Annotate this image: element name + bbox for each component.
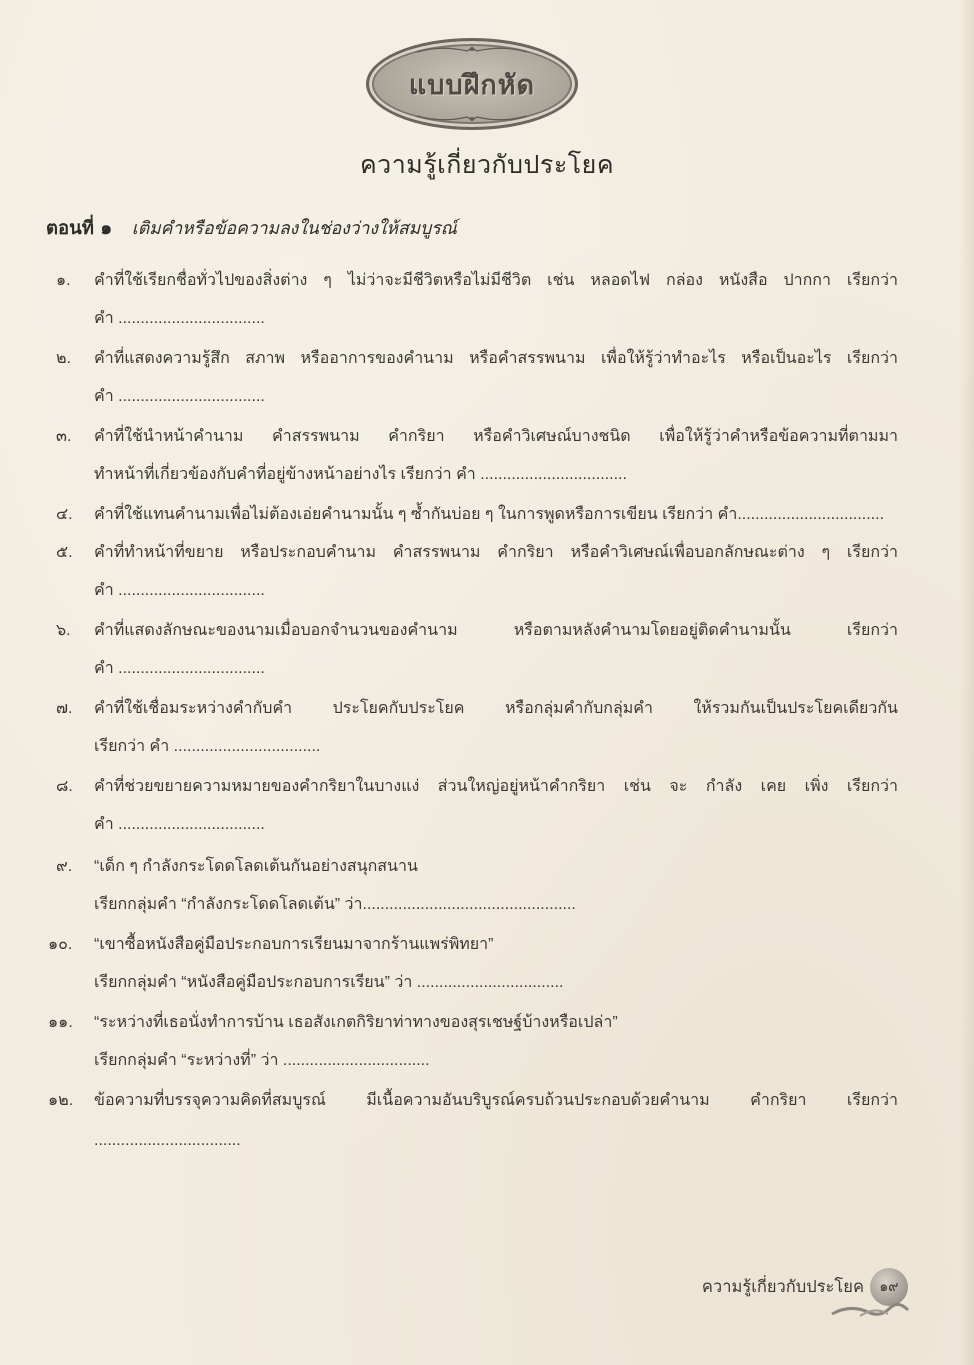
answer-blank[interactable]: คำ ................................. (94, 660, 265, 677)
question-number: ๕. (56, 544, 73, 561)
question-number: ๑. (56, 272, 71, 289)
section-heading (46, 214, 457, 243)
section-instruction: เติมคำหรือข้อความลงในช่องว่างให้สมบูรณ์ (131, 219, 457, 239)
question-quote: “เขาซื้อหนังสือคู่มือประกอบการเรียนมาจากร้านแพร่พิทยา” (94, 936, 494, 953)
answer-blank[interactable]: คำ ................................. (94, 816, 265, 833)
question-text: คำที่ใช้เรียกชื่อทั่วไปของสิ่งต่าง ๆ ไม่ว่าจะมีชีวิตหรือไม่มีชีวิต เช่น หลอดไฟ กล่อง หนังสือ ปากกา เรียกว่า (94, 272, 898, 289)
badge-label: แบบฝึกหัด (408, 69, 536, 101)
ornament-bottom-icon (412, 113, 532, 123)
question-text: ข้อความที่บรรจุความคิดที่สมบูรณ์ มีเนื้อความอันบริบูรณ์ครบถ้วนประกอบด้วยคำนาม คำกริยา เรียกว่า (94, 1092, 898, 1109)
question-number: ๓. (56, 428, 72, 445)
question-number: ๘. (56, 778, 73, 795)
answer-blank[interactable]: เรียกว่า คำ ................................. (94, 738, 321, 755)
page-number: ๑๙ (879, 1279, 899, 1295)
page-title: ความรู้เกี่ยวกับประโยค (359, 150, 615, 179)
ornament-top-icon (412, 45, 532, 55)
section-label: ตอนที่ ๑ (46, 218, 113, 239)
answer-blank[interactable]: คำ ................................. (94, 388, 265, 405)
question-number: ๑๑. (48, 1014, 73, 1031)
question-text: คำที่ช่วยขยายความหมายของคำกริยาในบางแง่ ส่วนใหญ่อยู่หน้าคำกริยา เช่น จะ กำลัง เคย เพิ่ง เรียกว่า (94, 778, 898, 795)
answer-blank[interactable]: คำ ................................. (94, 310, 265, 327)
answer-blank[interactable]: เรียกกลุ่มคำ “ระหว่างที่” ว่า ................................. (94, 1052, 430, 1069)
question-quote: “เด็ก ๆ กำลังกระโดดโลดเต้นกันอย่างสนุกสนาน (94, 858, 418, 875)
answer-blank[interactable]: ทำหน้าที่เกี่ยวข้องกับคำที่อยู่ข้างหน้าอย่างไร เรียกว่า คำ ................................. (94, 466, 627, 483)
running-title: ความรู้เกี่ยวกับประโยค (701, 1277, 864, 1296)
question-number: ๗. (56, 700, 73, 717)
answer-blank[interactable]: คำ ................................. (94, 582, 265, 599)
question-number: ๖. (56, 622, 71, 639)
answer-blank[interactable]: เรียกกลุ่มคำ “กำลังกระโดดโลดเต้น” ว่า................................................ (94, 896, 576, 913)
answer-blank[interactable]: ................................. (94, 1132, 241, 1149)
answer-blank[interactable]: เรียกกลุ่มคำ “หนังสือคู่มือประกอบการเรียน” ว่า ................................. (94, 974, 564, 991)
question-text: คำที่ทำหน้าที่ขยาย หรือประกอบคำนาม คำสรรพนาม คำกริยา หรือคำวิเศษณ์เพื่อบอกลักษณะต่าง ๆ เรียกว่า (94, 544, 898, 561)
question-number: ๑๒. (48, 1092, 74, 1109)
question-text: คำที่ใช้นำหน้าคำนาม คำสรรพนาม คำกริยา หรือคำวิเศษณ์บางชนิด เพื่อให้รู้ว่าคำหรือข้อความที่ตามมา (94, 428, 898, 445)
page-edge-shadow (960, 0, 974, 1365)
question-number: ๙. (56, 858, 73, 875)
decorative-swirl-icon (830, 1296, 910, 1318)
question-text: คำที่แสดงความรู้สึก สภาพ หรืออาการของคำนาม หรือคำสรรพนาม เพื่อให้รู้ว่าทำอะไร หรือเป็นอะไร เรียกว่า (94, 350, 898, 367)
question-text-with-blank[interactable]: คำที่ใช้แทนคำนามเพื่อไม่ต้องเอ่ยคำนามนั้น ๆ ซ้ำกันบ่อย ๆ ในการพูดหรือการเขียน เรียกว่า คำ................................. (94, 506, 885, 523)
question-quote: “ระหว่างที่เธอนั่งทำการบ้าน เธอสังเกตกิริยาท่าทางของสุรเชษฐ์บ้างหรือเปล่า” (94, 1014, 618, 1031)
question-number: ๒. (56, 350, 71, 367)
question-text: คำที่ใช้เชื่อมระหว่างคำกับคำ ประโยคกับประโยค หรือกลุ่มคำกับกลุ่มคำ ให้รวมกันเป็นประโยคเดียวกัน (94, 700, 898, 717)
exercise-badge (366, 38, 578, 130)
question-number: ๑๐. (48, 936, 73, 953)
question-number: ๔. (56, 506, 73, 523)
question-text: คำที่แสดงลักษณะของนามเมื่อบอกจำนวนของคำนาม หรือตามหลังคำนามโดยอยู่ติดคำนามนั้น เรียกว่า (94, 622, 898, 639)
